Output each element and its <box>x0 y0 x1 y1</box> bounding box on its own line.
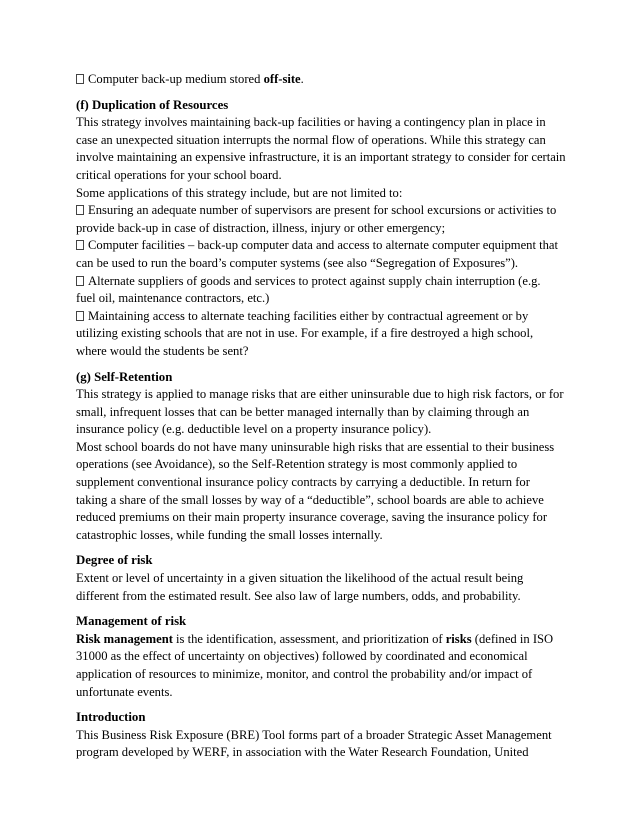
text-run: (defined in ISO <box>471 631 554 646</box>
text-line: application of resources to minimize, monitor, and control the probability and/or impact of <box>76 667 533 681</box>
bullet-box-icon <box>76 276 84 286</box>
text-line: taking a share of the small losses by way of a “deductible”, school boards are able to achieve <box>76 492 544 507</box>
bullet-line <box>76 273 568 291</box>
text-line: involve maintaining an expensive infrastructure, it is an important strategy to consider for certain <box>76 150 566 165</box>
text-run: Computer facilities – back-up computer data and access to alternate computer equipment that <box>88 238 558 253</box>
text-line: case an unexpected situation interrupts the normal flow of operations. While this strategy can <box>76 132 546 147</box>
text-run: Ensuring an adequate number of supervisors are present for school excursions or activities to <box>88 203 557 218</box>
text-line: Most school boards do not have many uninsurable high risks that are essential to their business <box>76 439 555 454</box>
text-line: This Business Risk Exposure (BRE) Tool forms part of a broader Strategic Asset Management <box>76 727 552 742</box>
text-line: unfortunate events. <box>76 684 173 699</box>
bold-run: off-site <box>263 72 301 86</box>
text-line: This strategy is applied to manage risks that are either uninsurable due to high risk factors, or for <box>76 387 564 402</box>
text-line: different from the estimated result. See also law of large numbers, odds, and probability. <box>76 588 521 603</box>
paragraph-gap <box>76 605 568 613</box>
bullet-box-icon <box>76 240 84 250</box>
section-heading-duplication: (f) Duplication of Resources <box>76 97 229 112</box>
text-line: program developed by WERF, in association with the Water Research Foundation, United <box>76 745 529 760</box>
bullet-line <box>76 237 568 255</box>
section-heading-introduction: Introduction <box>76 710 146 725</box>
text-line: fuel oil, maintenance contractors, etc.) <box>76 291 270 306</box>
bullet-box-icon <box>76 205 84 215</box>
text-line: reduced premiums on their main property insurance coverage, saving the insurance policy for <box>76 510 548 525</box>
text-line: Extent or level of uncertainty in a given situation the likelihood of the actual result being <box>76 571 524 586</box>
text-line: operations (see Avoidance), so the Self-Retention strategy is most commonly applied to <box>76 457 518 472</box>
text-line: insurance policy (e.g. deductible level on a property insurance policy). <box>76 422 432 437</box>
text-line: provide back-up in case of distraction, illness, injury or other emergency; <box>76 220 446 235</box>
text-line: utilizing existing schools that are not in use. For example, if a fire destroyed a high school, <box>76 326 534 341</box>
text-run: is the identification, assessment, and prioritization of <box>172 631 446 646</box>
text-line <box>76 631 568 649</box>
bullet-line <box>76 202 568 220</box>
bullet-line <box>76 308 568 326</box>
text-line: Some applications of this strategy include, but are not limited to: <box>76 185 403 200</box>
text-line: supplement conventional insurance policy contracts by carrying a deductible. In return for <box>76 475 530 490</box>
text-run: Maintaining access to alternate teaching facilities either by contractual agreement or by <box>88 308 529 323</box>
paragraph-gap <box>76 361 568 369</box>
paragraph-gap <box>76 89 568 97</box>
text-line: can be used to run the board’s computer systems (see also “Segregation of Exposures”). <box>76 255 519 270</box>
section-heading-self-retention: (g) Self-Retention <box>76 369 173 384</box>
paragraph-gap <box>76 701 568 709</box>
bullet-line <box>76 71 568 89</box>
paragraph-gap <box>76 544 568 552</box>
bullet-box-icon <box>76 311 84 321</box>
section-heading-degree-of-risk: Degree of risk <box>76 553 153 568</box>
text-line: 31000 as the effect of uncertainty on objectives) followed by coordinated and economical <box>76 649 528 664</box>
bold-run: risks <box>445 631 472 646</box>
text-run: Computer back-up medium stored <box>88 72 264 86</box>
text-line: This strategy involves maintaining back-up facilities or having a contingency plan in place in <box>76 115 546 130</box>
text-run: . <box>300 72 304 86</box>
text-line: small, infrequent losses that can be better managed internally than by claiming through an <box>76 404 530 419</box>
bullet-box-icon <box>76 74 84 84</box>
text-line: catastrophic losses, while funding the small losses internally. <box>76 527 383 542</box>
text-line: where would the students be sent? <box>76 343 249 358</box>
text-run: Alternate suppliers of goods and services to protect against supply chain interruption (e.g. <box>88 273 541 288</box>
bold-run: Risk management <box>76 631 173 646</box>
text-line: critical operations for your school board. <box>76 167 282 182</box>
section-heading-management-of-risk: Management of risk <box>76 614 187 629</box>
